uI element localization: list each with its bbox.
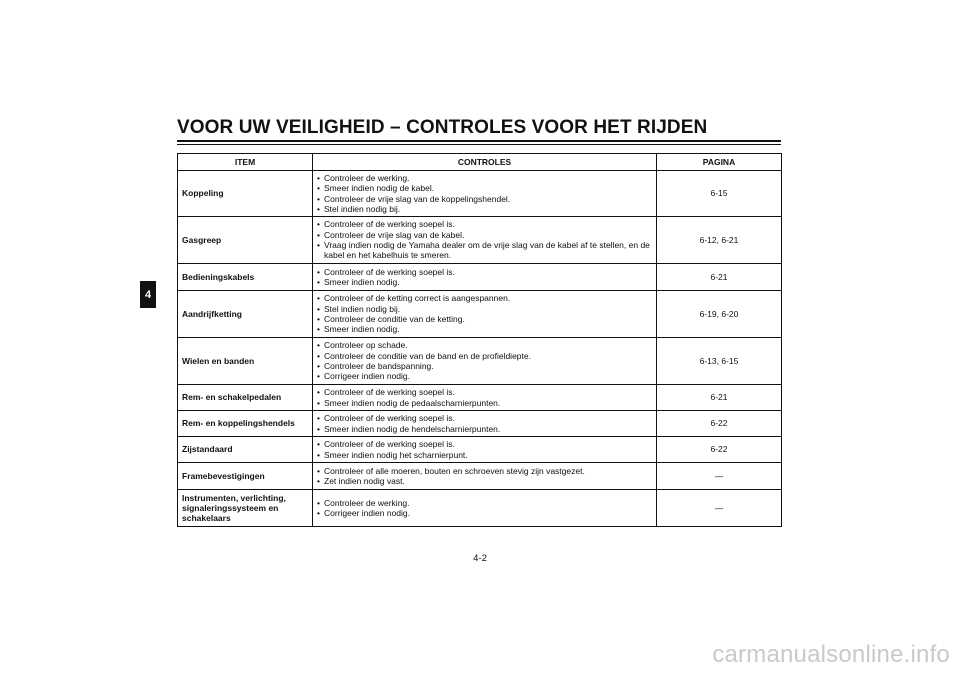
row-checks xyxy=(313,437,657,463)
table-row xyxy=(178,411,782,437)
check-item: • Controleer de vrije slag van de koppelingshendel. xyxy=(317,194,652,204)
table-row xyxy=(178,264,782,291)
title-rule-thick xyxy=(177,140,781,142)
check-item: • Controleer of alle moeren, bouten en schroeven stevig zijn vastgezet. xyxy=(317,466,652,476)
check-item: • Smeer indien nodig de pedaalscharnierpunten. xyxy=(317,398,652,408)
row-page: — xyxy=(657,490,782,527)
row-page: 6-21 xyxy=(657,385,782,411)
table-row xyxy=(178,385,782,411)
row-item: Gasgreep xyxy=(178,217,313,264)
check-item: • Controleer op schade. xyxy=(317,340,652,350)
page-title: VOOR UW VEILIGHEID – CONTROLES VOOR HET RIJDEN xyxy=(177,117,708,138)
row-page: 6-22 xyxy=(657,411,782,437)
check-item: • Zet indien nodig vast. xyxy=(317,476,652,486)
row-page: 6-13, 6-15 xyxy=(657,338,782,385)
row-checks xyxy=(313,463,657,490)
row-checks xyxy=(313,264,657,291)
check-item: • Controleer of de werking soepel is. xyxy=(317,387,652,397)
header-item: ITEM xyxy=(178,154,313,171)
check-item: • Stel indien nodig bij. xyxy=(317,204,652,214)
row-item: Koppeling xyxy=(178,171,313,217)
row-item: Framebevestigingen xyxy=(178,463,313,490)
check-item: • Corrigeer indien nodig. xyxy=(317,508,652,518)
check-item: • Controleer of de werking soepel is. xyxy=(317,413,652,423)
check-item: • Smeer indien nodig. xyxy=(317,277,652,287)
row-checks xyxy=(313,217,657,264)
row-item: Rem- en schakelpedalen xyxy=(178,385,313,411)
row-checks xyxy=(313,338,657,385)
table-row xyxy=(178,490,782,527)
check-item: • Controleer of de werking soepel is. xyxy=(317,439,652,449)
check-item: • Smeer indien nodig. xyxy=(317,324,652,334)
row-page: 6-21 xyxy=(657,264,782,291)
header-page: PAGINA xyxy=(657,154,782,171)
row-page: 6-12, 6-21 xyxy=(657,217,782,264)
row-page: — xyxy=(657,463,782,490)
check-item: • Smeer indien nodig de kabel. xyxy=(317,183,652,193)
row-checks xyxy=(313,291,657,338)
row-item: Zijstandaard xyxy=(178,437,313,463)
row-item: Rem- en koppelingshendels xyxy=(178,411,313,437)
title-rule-thin xyxy=(177,144,781,145)
row-item: Instrumenten, verlichting, signaleringssysteem en schakelaars xyxy=(178,490,313,527)
check-item: • Controleer of de werking soepel is. xyxy=(317,267,652,277)
check-item: • Controleer of de werking soepel is. xyxy=(317,219,652,229)
check-item: • Controleer de werking. xyxy=(317,173,652,183)
header-controls: CONTROLES xyxy=(313,154,657,171)
check-item: • Corrigeer indien nodig. xyxy=(317,371,652,381)
check-item: • Vraag indien nodig de Yamaha dealer om de vrije slag van de kabel af te stellen, en de kabel en het kabelhuis te smeren. xyxy=(317,240,652,261)
row-checks xyxy=(313,490,657,527)
table-row xyxy=(178,291,782,338)
watermark: carmanualsonline.info xyxy=(712,641,950,668)
chapter-tab: 4 xyxy=(140,281,156,308)
check-item: • Controleer de vrije slag van de kabel. xyxy=(317,230,652,240)
table-row xyxy=(178,338,782,385)
row-item: Wielen en banden xyxy=(178,338,313,385)
check-item: • Controleer de conditie van de band en de profieldiepte. xyxy=(317,351,652,361)
row-checks xyxy=(313,385,657,411)
table-header-row xyxy=(178,154,782,171)
table-row xyxy=(178,171,782,217)
check-item: • Smeer indien nodig het scharnierpunt. xyxy=(317,450,652,460)
table-row xyxy=(178,437,782,463)
row-item: Bedieningskabels xyxy=(178,264,313,291)
row-page: 6-22 xyxy=(657,437,782,463)
pre-ride-checklist-table xyxy=(177,153,782,527)
check-item: • Controleer of de ketting correct is aangespannen. xyxy=(317,293,652,303)
row-checks xyxy=(313,171,657,217)
check-item: • Smeer indien nodig de hendelscharnierpunten. xyxy=(317,424,652,434)
check-item: • Stel indien nodig bij. xyxy=(317,304,652,314)
row-page: 6-15 xyxy=(657,171,782,217)
row-checks xyxy=(313,411,657,437)
table-row xyxy=(178,463,782,490)
table-row xyxy=(178,217,782,264)
check-item: • Controleer de werking. xyxy=(317,498,652,508)
check-item: • Controleer de bandspanning. xyxy=(317,361,652,371)
page-number: 4-2 xyxy=(473,553,487,564)
row-page: 6-19, 6-20 xyxy=(657,291,782,338)
check-item: • Controleer de conditie van de ketting. xyxy=(317,314,652,324)
row-item: Aandrijfketting xyxy=(178,291,313,338)
